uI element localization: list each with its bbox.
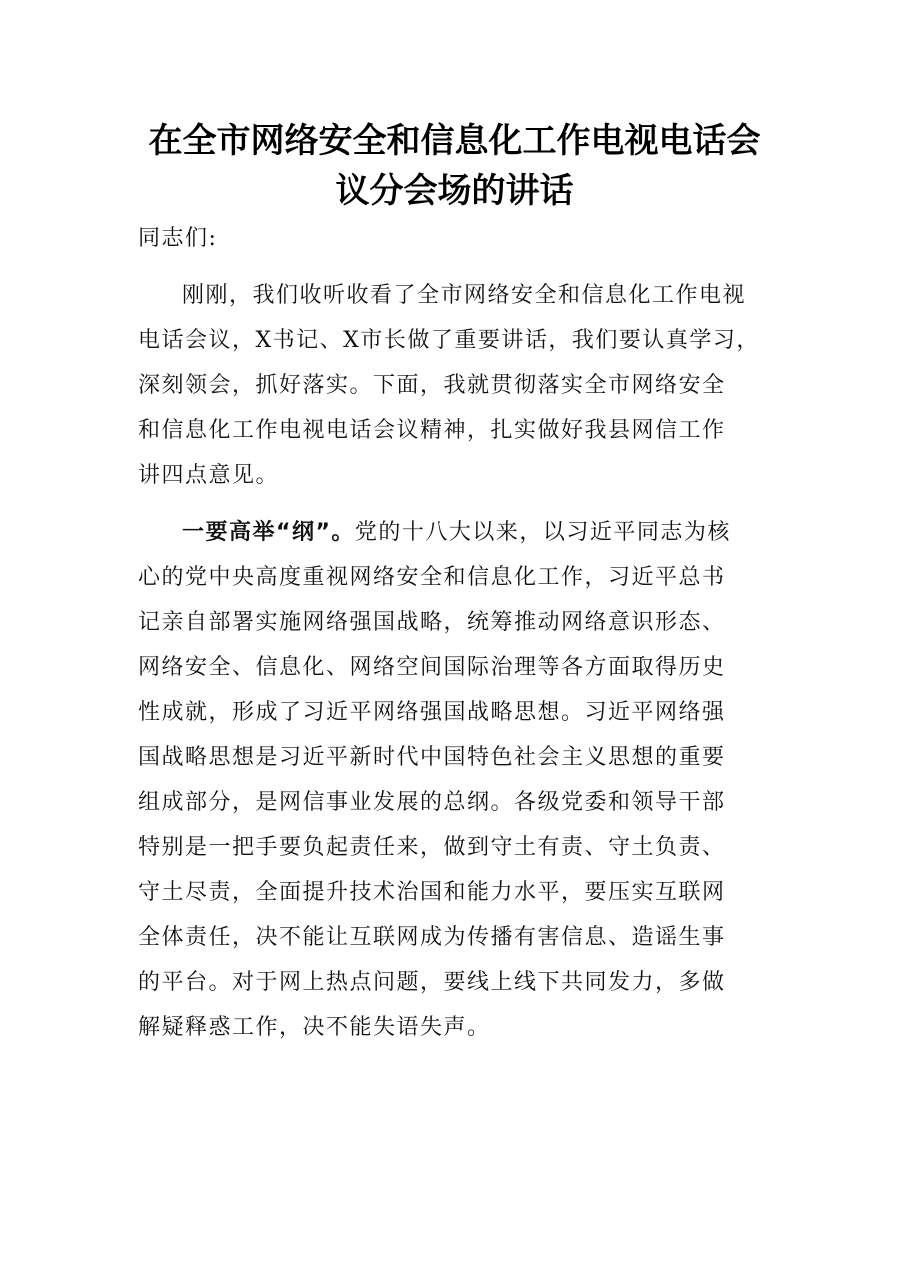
- paragraph-line: 网络安全、信息化、网络空间国际治理等各方面取得历史: [138, 655, 726, 680]
- paragraph-line: 刚刚，我们收听收看了全市网络安全和信息化工作电视: [182, 283, 747, 308]
- title-line-1: 在全市网络安全和信息化工作电视电话会: [148, 121, 761, 161]
- paragraph-line-rest: 党的十八大以来，以习近平同志为核: [354, 520, 731, 545]
- document-title: [120, 116, 789, 216]
- paragraph-line: 和信息化工作电视电话会议精神，扎实做好我县网信工作: [138, 418, 726, 443]
- paragraph-line: 心的党中央高度重视网络安全和信息化工作，习近平总书: [138, 565, 726, 590]
- salutation: 同志们:: [138, 226, 218, 251]
- title-line-2: 议分会场的讲话: [335, 171, 574, 211]
- paragraph-line: 解疑释惑工作，决不能失语失声。: [138, 1015, 491, 1040]
- paragraph-line: 记亲自部署实施网络强国战略，统筹推动网络意识形态、: [138, 610, 726, 635]
- paragraph-line: 守土尽责，全面提升技术治国和能力水平，要压实互联网: [138, 880, 726, 905]
- paragraph-line: 的平台。对于网上热点问题，要线上线下共同发力，多做: [138, 970, 726, 995]
- paragraph-first-line: [138, 510, 778, 555]
- paragraph-line: 性成就，形成了习近平网络强国战略思想。习近平网络强: [138, 700, 726, 725]
- paragraph-line: 组成部分，是网信事业发展的总纲。各级党委和领导干部: [138, 790, 726, 815]
- document-body: [138, 216, 778, 1062]
- paragraph-line: 电话会议，X书记、X市长做了重要讲话，我们要认真学习，: [138, 328, 760, 353]
- paragraph-line: 深刻领会，抓好落实。下面，我就贯彻落实全市网络安全: [138, 373, 726, 398]
- paragraph-line: 全体责任，决不能让互联网成为传播有害信息、造谣生事: [138, 925, 726, 950]
- paragraph-2: [138, 510, 778, 1050]
- paragraph-line: 国战略思想是习近平新时代中国特色社会主义思想的重要: [138, 745, 726, 770]
- paragraph-1: [138, 273, 778, 498]
- section-heading: 一要高举“纲”。: [182, 520, 355, 545]
- paragraph-line: 讲四点意见。: [138, 463, 280, 488]
- paragraph-line: 特别是一把手要负起责任来，做到守土有责、守土负责、: [138, 835, 726, 860]
